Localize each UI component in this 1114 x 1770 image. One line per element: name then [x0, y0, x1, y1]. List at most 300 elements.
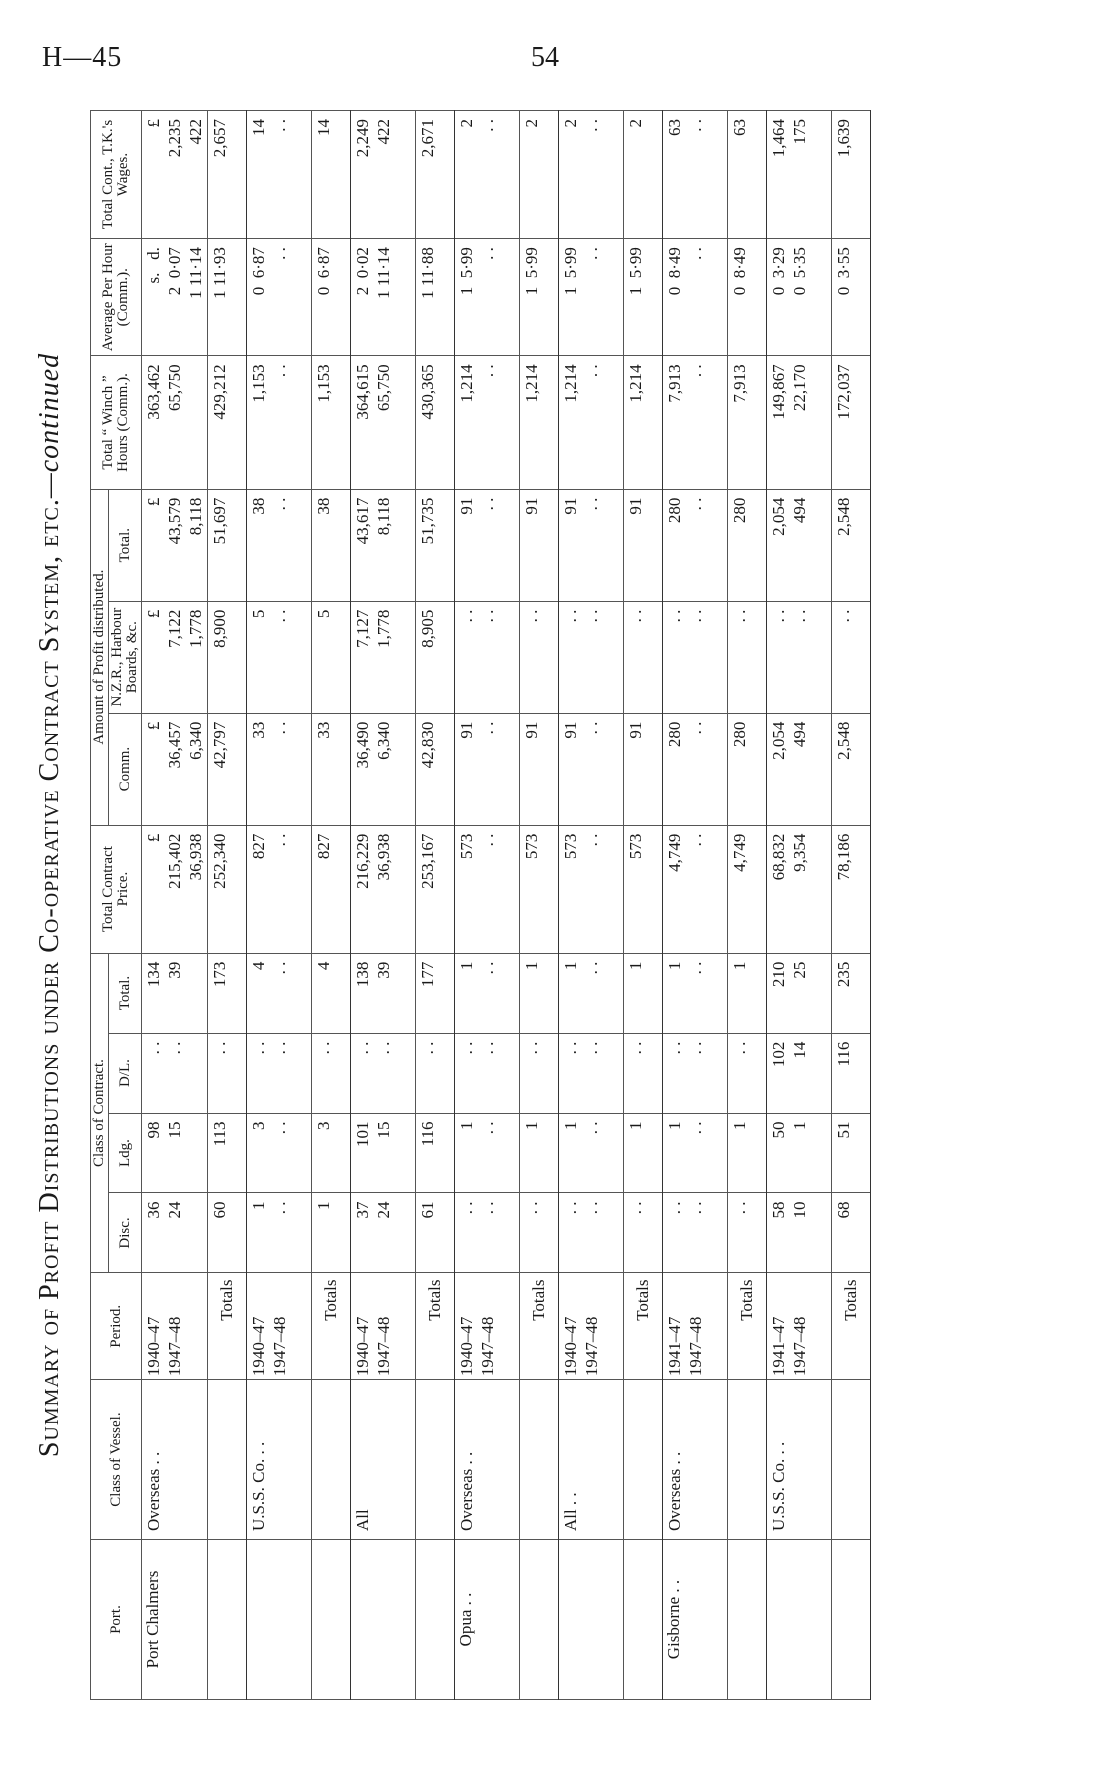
cell-value: 91 . . — [561, 721, 601, 739]
cell-value: 43,617 8,118 — [353, 497, 393, 545]
cell-price — [559, 825, 624, 953]
cell-value: 50 1 — [769, 1121, 809, 1139]
cell-winch — [312, 356, 351, 489]
table-row — [767, 111, 832, 1700]
cell-total — [728, 953, 767, 1033]
cell-price — [832, 825, 871, 953]
cell-value: 1,214 — [626, 364, 645, 403]
col-disc: Disc. — [109, 1193, 142, 1273]
cell-value: 280 — [730, 497, 749, 524]
cell-disc — [728, 1193, 767, 1273]
cell-ptotal — [142, 489, 208, 601]
cell-vessel: Overseas . . — [455, 1380, 520, 1540]
cell-comm — [455, 713, 520, 825]
cell-value: . . — [418, 1041, 437, 1055]
cell-value: . . . . — [353, 1041, 393, 1055]
cell-value: 4 — [314, 961, 333, 971]
cell-dl — [312, 1033, 351, 1113]
unit-label: £ — [144, 609, 163, 619]
cell-value: 827 . . — [249, 833, 289, 860]
unit-label: £ — [144, 119, 163, 128]
cell-value: 4 . . — [249, 961, 289, 975]
cell-port — [728, 1540, 767, 1700]
cell-totals-label: Totals — [832, 1273, 871, 1380]
cell-value: 5 . . — [249, 609, 289, 623]
cell-ldg — [520, 1113, 559, 1193]
cell-disc — [663, 1193, 728, 1273]
col-period: Period. — [91, 1273, 142, 1380]
cell-avg — [832, 239, 871, 356]
cell-value: . . . . — [457, 1201, 497, 1215]
cell-total — [624, 953, 663, 1033]
cell-value: . . — [210, 1041, 229, 1055]
col-class-of-contract: Class of Contract. — [91, 953, 109, 1273]
cell-value: 5 — [314, 609, 333, 619]
cell-value: 0 3·55 — [834, 247, 853, 296]
cell-winch — [247, 356, 312, 489]
cell-value: . . . . — [249, 1041, 289, 1055]
cell-value: 2 — [626, 119, 645, 128]
cell-value: 1 5·99 . . — [457, 247, 497, 296]
cell-value: 1,214 . . — [561, 364, 601, 403]
cell-vessel — [728, 1380, 767, 1540]
cell-disc — [351, 1193, 416, 1273]
cell-winch — [416, 356, 455, 489]
cell-nzr — [559, 601, 624, 713]
col-comm: Comm. — [109, 713, 142, 825]
cell-ptotal — [520, 489, 559, 601]
cell-dl — [416, 1033, 455, 1113]
cell-nzr — [728, 601, 767, 713]
cell-nzr — [624, 601, 663, 713]
cell-value: 573 — [522, 833, 541, 860]
col-total-cont: Total Cont., T.K.'s Wages. — [91, 111, 142, 239]
cell-price — [247, 825, 312, 953]
cell-price — [767, 825, 832, 953]
table-title — [20, 110, 80, 1700]
col-nzr: N.Z.R., Harbour Boards, &c. — [109, 601, 142, 713]
cell-dl — [663, 1033, 728, 1113]
cell-avg — [142, 239, 208, 356]
cell-dl — [767, 1033, 832, 1113]
cell-tk — [455, 111, 520, 239]
table-body — [142, 111, 871, 1700]
cell-tk — [247, 111, 312, 239]
cell-ldg — [312, 1113, 351, 1193]
cell-price — [728, 825, 767, 953]
cell-total — [559, 953, 624, 1033]
totals-row — [728, 111, 767, 1700]
cell-value: 51,697 — [210, 497, 229, 545]
cell-vessel — [312, 1380, 351, 1540]
cell-ldg — [832, 1113, 871, 1193]
cell-value: 91 — [522, 497, 541, 515]
cell-ldg — [247, 1113, 312, 1193]
totals-row — [312, 111, 351, 1700]
cell-value: 91 — [522, 721, 541, 739]
cell-tk — [351, 111, 416, 239]
cell-nzr — [247, 601, 312, 713]
cell-nzr — [767, 601, 832, 713]
cell-dl — [520, 1033, 559, 1113]
cell-tk — [559, 111, 624, 239]
cell-value: 0 8·49 . . — [665, 247, 705, 296]
cell-ldg — [351, 1113, 416, 1193]
cell-vessel: Overseas . . — [142, 1380, 208, 1540]
cell-comm — [728, 713, 767, 825]
cell-value: 0 6·87 — [314, 247, 333, 296]
cell-value: 210 25 — [769, 961, 809, 988]
cell-value: 1 . . — [249, 1201, 289, 1215]
cell-winch — [559, 356, 624, 489]
cell-value: 38 — [314, 497, 333, 515]
cell-avg — [559, 239, 624, 356]
cell-value: 1 5·99 . . — [561, 247, 601, 296]
cell-avg — [351, 239, 416, 356]
cell-value: 51 — [834, 1121, 853, 1139]
cell-value: 1,464 175 — [769, 119, 809, 158]
cell-value: 149,867 22,170 — [769, 364, 809, 420]
cell-value: . . . . — [561, 609, 601, 623]
cell-ptotal — [728, 489, 767, 601]
cell-value: . . — [626, 609, 645, 623]
table-row — [663, 111, 728, 1700]
cell-value: 68,832 9,354 — [769, 833, 809, 881]
cell-value: 38 . . — [249, 497, 289, 515]
cell-value: 2 . . — [561, 119, 601, 132]
cell-port — [832, 1540, 871, 1700]
cell-dl — [624, 1033, 663, 1113]
cell-value: 1,639 — [834, 119, 853, 158]
cell-tk — [728, 111, 767, 239]
cell-value: 98 15 — [144, 1121, 184, 1139]
cell-ptotal — [559, 489, 624, 601]
cell-totals-label: Totals — [728, 1273, 767, 1380]
cell-value: 573 . . — [457, 833, 497, 860]
cell-dl — [832, 1033, 871, 1113]
cell-value: . . — [522, 1041, 541, 1055]
cell-price — [312, 825, 351, 953]
cell-port — [208, 1540, 247, 1700]
cell-value: . . . . — [144, 1041, 184, 1055]
cell-value: 116 — [418, 1121, 437, 1147]
cell-price — [208, 825, 247, 953]
cell-value: 42,797 — [210, 721, 229, 769]
totals-row — [624, 111, 663, 1700]
cell-value: 235 — [834, 961, 853, 988]
cell-comm — [767, 713, 832, 825]
cell-value: 4,749 . . — [665, 833, 705, 872]
cell-ptotal — [663, 489, 728, 601]
cell-value: 4,749 — [730, 833, 749, 872]
cell-port — [520, 1540, 559, 1700]
cell-dl — [728, 1033, 767, 1113]
cell-value: 1 — [626, 1121, 645, 1131]
cell-ldg — [208, 1113, 247, 1193]
cell-disc — [767, 1193, 832, 1273]
totals-row — [416, 111, 455, 1700]
cell-value: 102 14 — [769, 1041, 809, 1068]
cell-value: 827 — [314, 833, 333, 860]
cell-dl — [247, 1033, 312, 1113]
cell-comm — [624, 713, 663, 825]
cell-value: 2 — [522, 119, 541, 128]
cell-value: 0 8·49 — [730, 247, 749, 296]
cell-value: . . — [522, 609, 541, 623]
cell-disc — [208, 1193, 247, 1273]
cell-ldg — [728, 1113, 767, 1193]
cell-period: 1940–47 1947–48 — [455, 1273, 520, 1380]
cell-port — [767, 1540, 832, 1700]
totals-row — [832, 111, 871, 1700]
cell-ldg — [142, 1113, 208, 1193]
cell-tk — [663, 111, 728, 239]
cell-total — [832, 953, 871, 1033]
cell-value: 2,657 — [210, 119, 229, 158]
cell-value: 61 — [418, 1201, 437, 1219]
cell-value: 1 — [730, 961, 749, 971]
cell-value: 3 — [314, 1121, 333, 1131]
cell-value: 1 5·99 — [626, 247, 645, 296]
cell-comm — [247, 713, 312, 825]
cell-winch — [208, 356, 247, 489]
cell-comm — [416, 713, 455, 825]
col-avg-per-hour: Average Per Hour (Comm.). — [91, 239, 142, 356]
cell-port — [312, 1540, 351, 1700]
cell-total — [767, 953, 832, 1033]
cell-value: 63 — [730, 119, 749, 136]
cell-value: 252,340 — [210, 833, 229, 889]
cell-value: 33 . . — [249, 721, 289, 739]
cell-disc — [624, 1193, 663, 1273]
cell-value: 2,671 — [418, 119, 437, 158]
cell-total — [312, 953, 351, 1033]
cell-port — [559, 1540, 624, 1700]
cell-winch — [624, 356, 663, 489]
cell-ptotal — [624, 489, 663, 601]
cell-value: 573 — [626, 833, 645, 860]
cell-avg — [455, 239, 520, 356]
cell-price — [520, 825, 559, 953]
totals-row — [520, 111, 559, 1700]
cell-value: 172,037 — [834, 364, 853, 420]
cell-value: 280 . . — [665, 497, 705, 524]
cell-dl — [455, 1033, 520, 1113]
cell-value: 91 — [626, 497, 645, 515]
cell-winch — [351, 356, 416, 489]
cell-value: 43,579 8,118 — [165, 497, 205, 545]
cell-total — [455, 953, 520, 1033]
cell-disc — [247, 1193, 312, 1273]
cell-tk — [520, 111, 559, 239]
cell-value: 58 10 — [769, 1201, 809, 1219]
cell-value: . . . . — [665, 609, 705, 623]
cell-ldg — [455, 1113, 520, 1193]
cell-total — [351, 953, 416, 1033]
cell-value: 36 24 — [144, 1201, 184, 1219]
cell-value: 2,054 494 — [769, 497, 809, 536]
cell-value: . . — [730, 1201, 749, 1215]
cell-disc — [559, 1193, 624, 1273]
col-dl: D/L. — [109, 1033, 142, 1113]
table-row — [247, 111, 312, 1700]
totals-row — [208, 111, 247, 1700]
cell-value: 1 11·93 — [210, 247, 229, 299]
cell-ldg — [624, 1113, 663, 1193]
cell-disc — [832, 1193, 871, 1273]
cell-tk — [416, 111, 455, 239]
cell-vessel: All . . — [559, 1380, 624, 1540]
cell-value: 2 0·07 1 11·14 — [165, 247, 205, 299]
cell-tk — [142, 111, 208, 239]
cell-dl — [208, 1033, 247, 1113]
cell-value: 573 . . — [561, 833, 601, 860]
cell-comm — [559, 713, 624, 825]
cell-value: 1 . . — [457, 1121, 497, 1135]
unit-label: £ — [144, 833, 163, 843]
cell-value: 138 39 — [353, 961, 393, 988]
cell-value: 173 — [210, 961, 229, 988]
cell-avg — [416, 239, 455, 356]
cell-value: 101 15 — [353, 1121, 393, 1148]
cell-port — [624, 1540, 663, 1700]
cell-value: 363,462 65,750 — [144, 364, 184, 420]
cell-value: 2,235 422 — [165, 119, 205, 158]
cell-value: 42,830 — [418, 721, 437, 769]
cell-value: . . . . — [561, 1041, 601, 1055]
cell-nzr — [351, 601, 416, 713]
cell-nzr — [208, 601, 247, 713]
cell-value: 91 . . — [561, 497, 601, 515]
title-continued: —continued — [34, 352, 65, 499]
cell-winch — [520, 356, 559, 489]
cell-value: . . . . — [665, 1201, 705, 1215]
cell-period: 1940–47 1947–48 — [351, 1273, 416, 1380]
cell-value: 1,153 — [314, 364, 333, 403]
cell-period: 1940–47 1947–48 — [559, 1273, 624, 1380]
cell-value: 37 24 — [353, 1201, 393, 1219]
col-profit-total: Total. — [109, 489, 142, 601]
cell-totals-label: Totals — [624, 1273, 663, 1380]
cell-tk — [208, 111, 247, 239]
cell-disc — [312, 1193, 351, 1273]
cell-totals-label: Totals — [520, 1273, 559, 1380]
cell-price — [351, 825, 416, 953]
cell-value: 215,402 36,938 — [165, 833, 205, 889]
cell-winch — [767, 356, 832, 489]
cell-value: 2,249 422 — [353, 119, 393, 158]
cell-value: 60 — [210, 1201, 229, 1219]
cell-value: 1 — [730, 1121, 749, 1131]
cell-dl — [559, 1033, 624, 1113]
cell-total — [247, 953, 312, 1033]
cell-value: 134 39 — [144, 961, 184, 988]
cell-port — [247, 1540, 312, 1700]
col-winch-hours: Total “ Winch ” Hours (Comm.). — [91, 356, 142, 489]
cell-ldg — [663, 1113, 728, 1193]
cell-avg — [520, 239, 559, 356]
cell-ptotal — [247, 489, 312, 601]
cell-value: 1 11·88 — [418, 247, 437, 299]
col-vessel: Class of Vessel. — [91, 1380, 142, 1540]
cell-value: 1 — [522, 1121, 541, 1131]
cell-disc — [142, 1193, 208, 1273]
cell-period: 1941–47 1947–48 — [767, 1273, 832, 1380]
cell-value: 113 — [210, 1121, 229, 1147]
cell-value: 36,490 6,340 — [353, 721, 393, 769]
cell-vessel: Overseas . . — [663, 1380, 728, 1540]
page-number: 54 — [531, 42, 559, 73]
cell-ldg — [416, 1113, 455, 1193]
cell-price — [455, 825, 520, 953]
cell-winch — [455, 356, 520, 489]
cell-avg — [663, 239, 728, 356]
cell-value: 0 3·29 0 5·35 — [769, 247, 809, 296]
cell-value: 364,615 65,750 — [353, 364, 393, 420]
cell-value: 1 5·99 — [522, 247, 541, 296]
cell-comm — [663, 713, 728, 825]
cell-vessel — [208, 1380, 247, 1540]
cell-value: 280 . . — [665, 721, 705, 748]
cell-value: 0 6·87 . . — [249, 247, 289, 296]
cell-value: 177 — [418, 961, 437, 988]
cell-totals-label: Totals — [312, 1273, 351, 1380]
cell-price — [416, 825, 455, 953]
cell-comm — [520, 713, 559, 825]
cell-port — [416, 1540, 455, 1700]
cell-value: 1,214 — [522, 364, 541, 403]
cell-value: 36,457 6,340 — [165, 721, 205, 769]
cell-tk — [624, 111, 663, 239]
cell-value: . . — [314, 1041, 333, 1055]
cell-value: 429,212 — [210, 364, 229, 420]
cell-value: . . — [834, 609, 853, 623]
table-row — [142, 111, 208, 1700]
cell-value: 1 — [314, 1201, 333, 1210]
cell-avg — [247, 239, 312, 356]
page-ref: H—45 — [42, 42, 123, 73]
cell-ldg — [559, 1113, 624, 1193]
cell-value: 1 . . — [665, 1121, 705, 1135]
cell-value: 280 — [730, 721, 749, 748]
cell-value: 7,122 1,778 — [165, 609, 205, 648]
cell-avg — [728, 239, 767, 356]
cell-ptotal — [455, 489, 520, 601]
cell-nzr — [416, 601, 455, 713]
cell-value: . . — [522, 1201, 541, 1215]
cell-value: 2 . . — [457, 119, 497, 132]
cell-value: 78,186 — [834, 833, 853, 881]
cell-ptotal — [208, 489, 247, 601]
cell-total — [663, 953, 728, 1033]
cell-total — [142, 953, 208, 1033]
cell-value: 1 . . — [561, 1121, 601, 1135]
cell-value: . . . . — [665, 1041, 705, 1055]
cell-vessel: U.S.S. Co. . . — [767, 1380, 832, 1540]
cell-value: 14 . . — [249, 119, 289, 136]
col-port: Port. — [91, 1540, 142, 1700]
cell-value: 51,735 — [418, 497, 437, 545]
cell-period: 1941–47 1947–48 — [663, 1273, 728, 1380]
cell-tk — [312, 111, 351, 239]
cell-value: 8,900 — [210, 609, 229, 648]
cell-winch — [142, 356, 208, 489]
cell-value: 1 . . — [561, 961, 601, 975]
cell-totals-label: Totals — [208, 1273, 247, 1380]
cell-vessel — [520, 1380, 559, 1540]
table-row — [351, 111, 416, 1700]
cell-ldg — [767, 1113, 832, 1193]
